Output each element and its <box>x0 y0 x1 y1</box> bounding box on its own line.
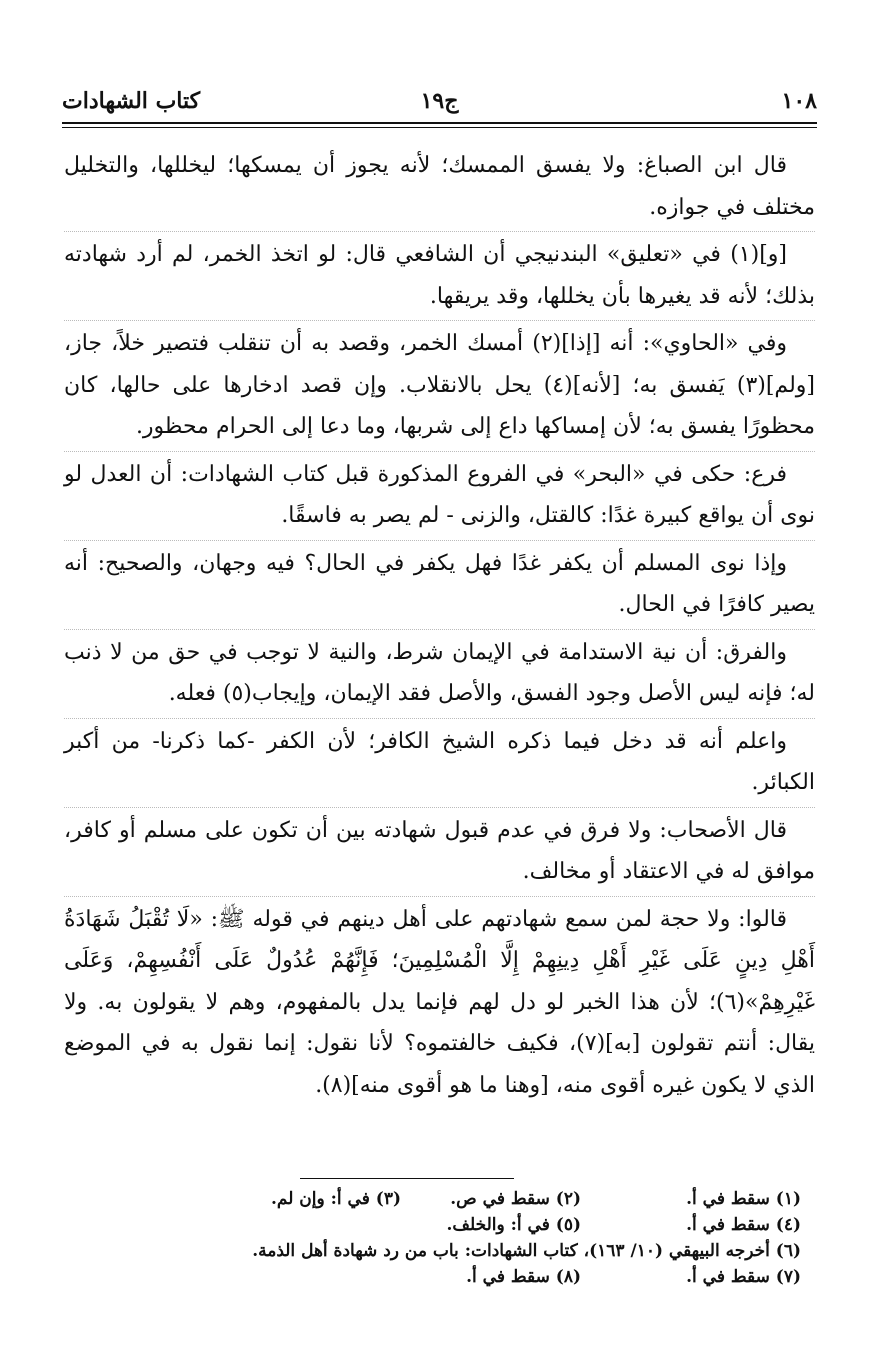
footnotes <box>120 1186 801 1290</box>
page-number: ١٠٨ <box>781 88 817 114</box>
paragraph: [و](١) في «تعليق» البندنيجي أن الشافعي قال: لو اتخذ الخمر، لم أرد شهادته بذلك؛ لأنه قد يغيرها بأن يخللها، وقد يريقها. <box>64 231 815 317</box>
footnote: (١) سقط في أ. <box>686 1189 801 1209</box>
book-title: كتاب الشهادات <box>62 88 201 114</box>
footnote-row <box>120 1186 801 1212</box>
paragraph: قال ابن الصباغ: ولا يفسق الممسك؛ لأنه يجوز أن يمسكها؛ ليخللها، والتخليل مختلف في جوازه. <box>64 153 815 220</box>
paragraph: فرع: حكى في «البحر» في الفروع المذكورة قبل كتاب الشهادات: أن العدل لو نوى أن يواقع كبيرة غدًا: كالقتل، والزنى - لم يصر به فاسقًا. <box>64 451 815 537</box>
footnote: (٦) أخرجه البيهقي (١٠/ ١٦٣)، كتاب الشهادات: باب من رد شهادة أهل الذمة. <box>252 1241 801 1261</box>
footnote-row <box>120 1238 801 1264</box>
footnote: (٧) سقط في أ. <box>686 1267 801 1287</box>
footnote: (٢) سقط في ص. <box>450 1189 581 1209</box>
footnote-rule <box>300 1178 514 1179</box>
footnote: (٣) في أ: وإن لم. <box>270 1189 401 1209</box>
footnote-row <box>120 1264 801 1290</box>
paragraph: والفرق: أن نية الاستدامة في الإيمان شرط، والنية لا توجب في حق من لا ذنب له؛ فإنه ليس الأصل وجود الفسق، والأصل فقد الإيمان، وإيجاب(٥) فعله. <box>64 629 815 715</box>
header-rule-thin <box>62 127 817 128</box>
paragraph: قالوا: ولا حجة لمن سمع شهادتهم على أهل دينهم في قوله ﷺ: «لَا تُقْبَلُ شَهَادَةُ أَهْلِ دِينٍ عَلَى غَيْرِ أَهْلِ دِينِهِمْ إِلَّا الْمُسْلِمِينَ؛ فَإِنَّهُمْ عُدُولٌ عَلَى أَنْفُسِهِمْ، وَعَلَى غَيْرِهِمْ»(٦)؛ لأن هذا الخبر لو دل لهم فإنما يدل بالمفهوم، وهم لا يقولون به. ولا يقال: أنتم تقولون [به](٧)، فكيف خالفتموه؟ لأنا نقول: إنما نقول به في الموضع الذي لا يكون غيره أقوى منه، [وهنا ما هو أقوى منه](٨). <box>64 896 815 1107</box>
main-text <box>64 145 815 1106</box>
paragraph: واعلم أنه قد دخل فيما ذكره الشيخ الكافر؛ لأن الكفر -كما ذكرنا- من أكبر الكبائر. <box>64 718 815 804</box>
header-rule <box>62 122 817 124</box>
footnote: (٨) سقط في أ. <box>466 1267 581 1287</box>
paragraph: وإذا نوى المسلم أن يكفر غدًا فهل يكفر في الحال؟ فيه وجهان، والصحيح: أنه يصير كافرًا في الحال. <box>64 540 815 626</box>
paragraph: وفي «الحاوي»: أنه [إذا](٢) أمسك الخمر، وقصد به أن تنقلب فتصير خلاً، جاز، [ولم](٣) يَفسق به؛ [لأنه](٤) يحل بالانقلاب. وإن قصد ادخارها على حالها، كان محظورًا يفسق به؛ لأن إمساكها داع إلى شربها، وما دعا إلى الحرام محظور. <box>64 320 815 448</box>
footnote: (٥) في أ: والخلف. <box>446 1215 581 1235</box>
paragraph: قال الأصحاب: ولا فرق في عدم قبول شهادته بين أن تكون على مسلم أو كافر، موافق له في الاعتقاد أو مخالف. <box>64 807 815 893</box>
volume-label: ج١٩ <box>420 88 459 114</box>
footnote-row <box>120 1212 801 1238</box>
running-header <box>62 82 817 122</box>
footnote: (٤) سقط في أ. <box>686 1215 801 1235</box>
